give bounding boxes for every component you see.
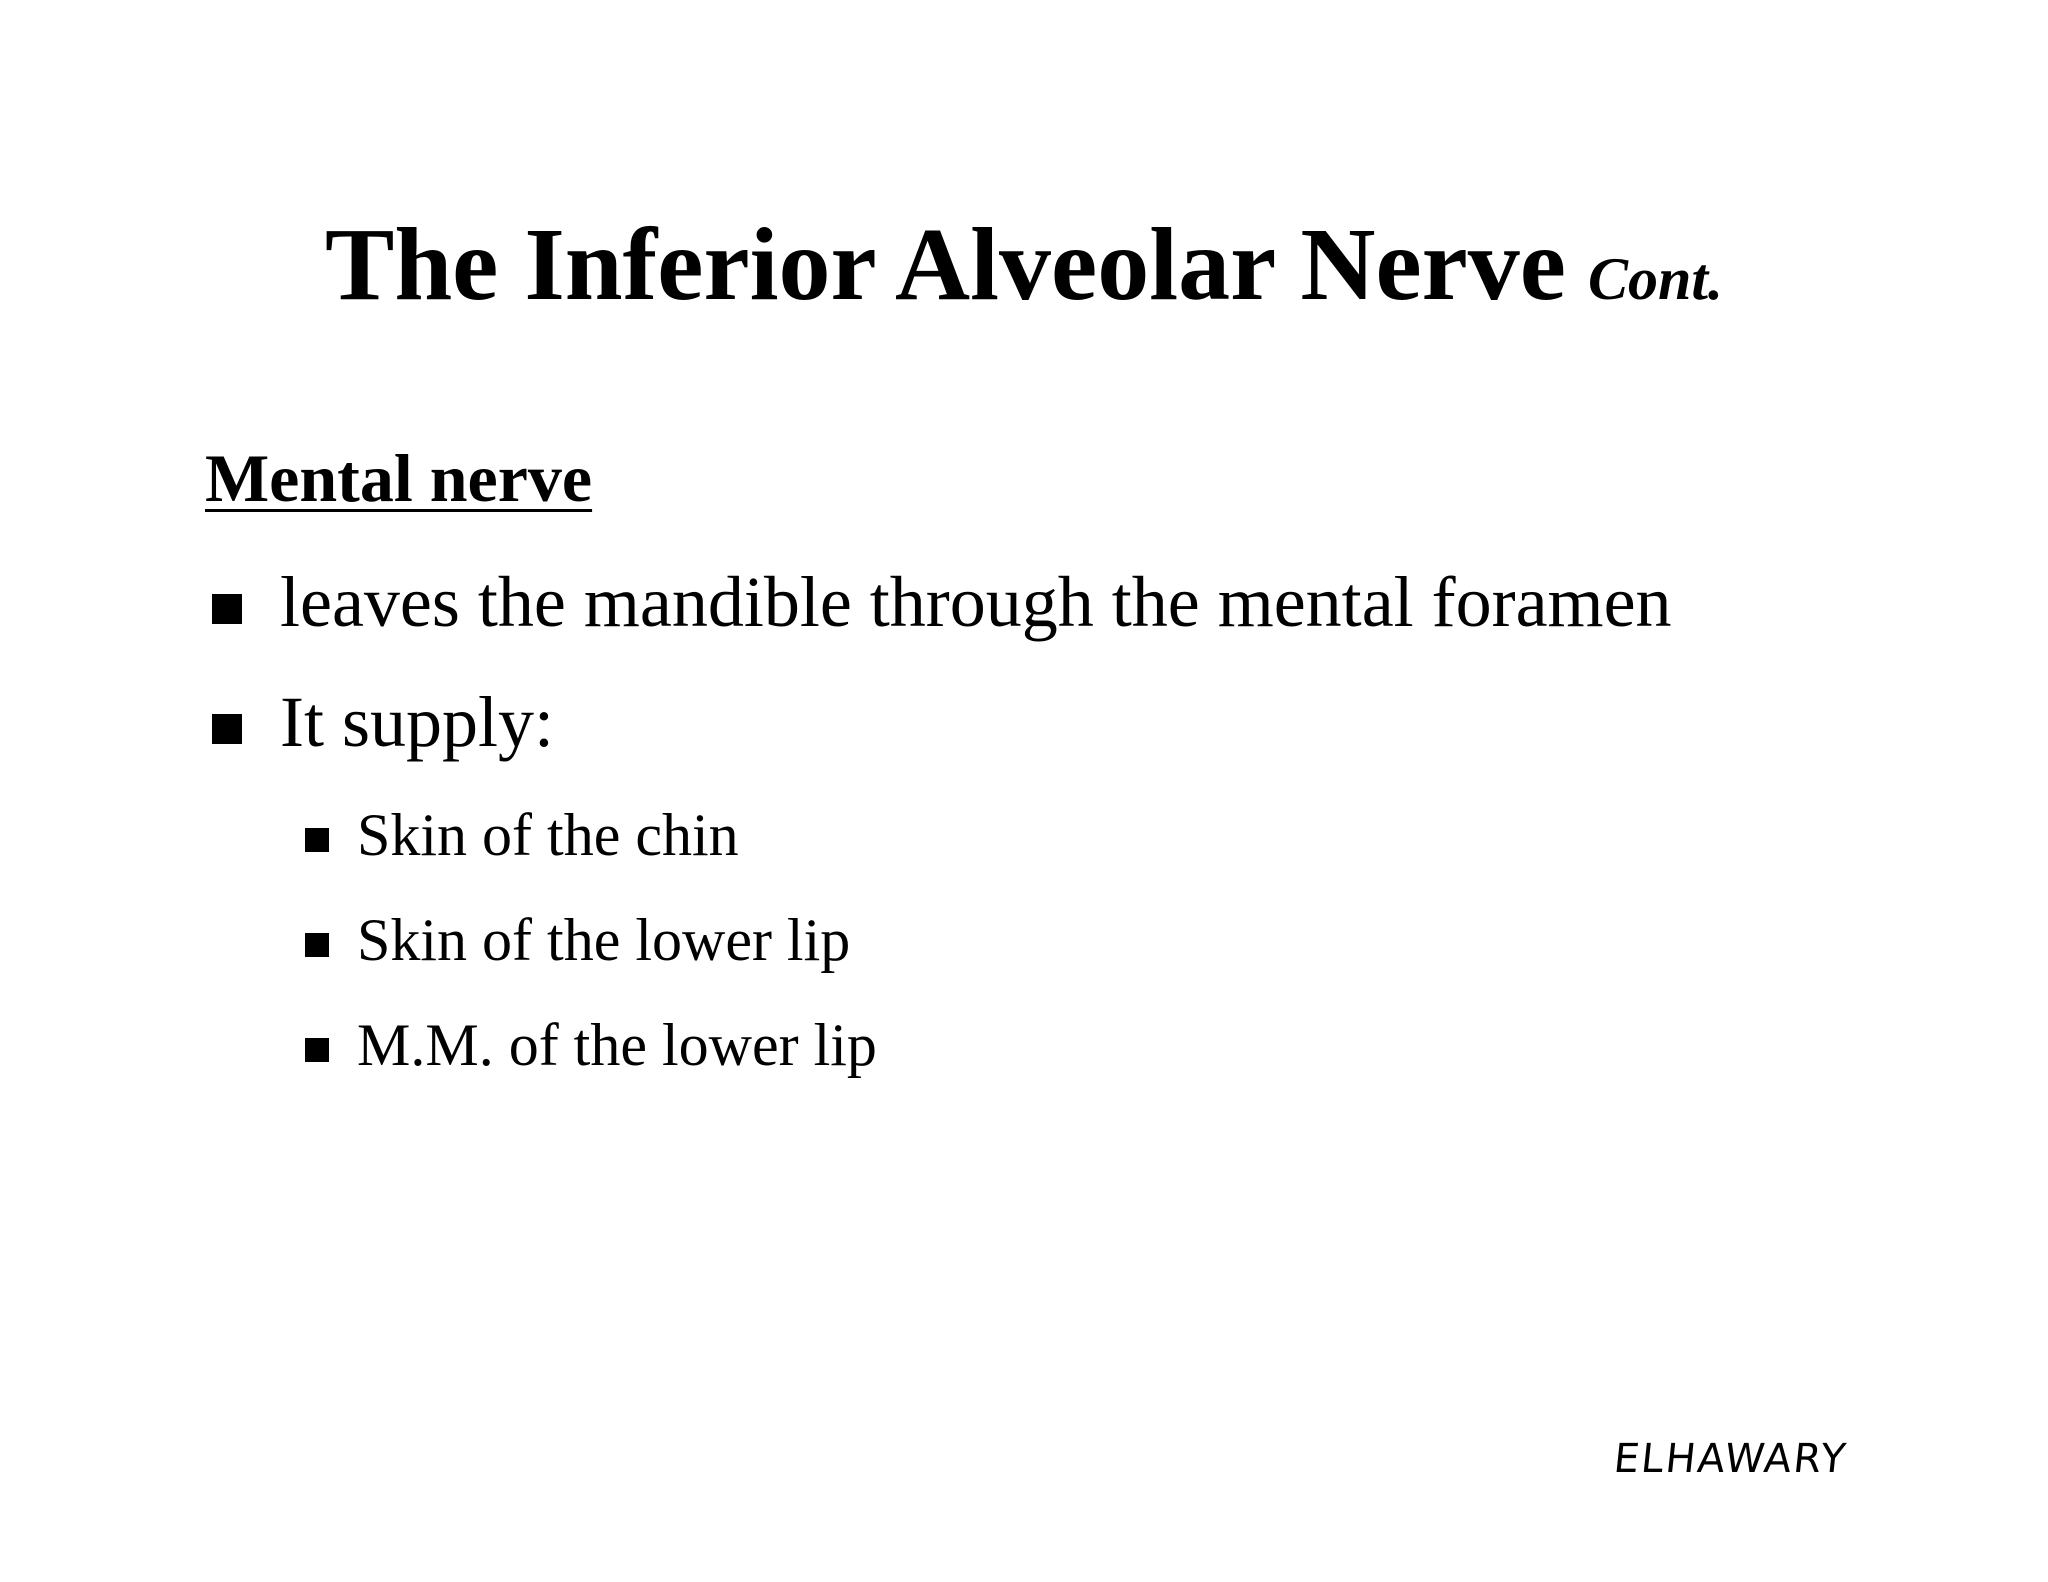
bullet-text: It supply:: [280, 682, 555, 762]
sub-bullet-text: Skin of the chin: [357, 802, 739, 868]
square-bullet-icon: [212, 594, 242, 624]
square-bullet-icon: [212, 714, 242, 744]
slide-title-suffix: Cont.: [1587, 246, 1724, 312]
sub-bullet-item: [305, 800, 1505, 876]
sub-bullet-text: Skin of the lower lip: [357, 907, 851, 973]
bullet-item: [212, 560, 1912, 650]
sub-bullet-item: [305, 1010, 1505, 1086]
sub-bullet-item: [305, 905, 1505, 981]
bullet-text: leaves the mandible through the mental foramen: [280, 562, 1672, 642]
square-bullet-icon: [305, 828, 329, 852]
sub-bullet-text: M.M. of the lower lip: [357, 1012, 877, 1078]
bullet-item: [212, 680, 1912, 770]
slide-title: [0, 205, 2048, 339]
square-bullet-icon: [305, 1038, 329, 1062]
square-bullet-icon: [305, 933, 329, 957]
section-heading: Mental nerve: [205, 440, 593, 516]
author-signature: ELHAWARY: [1611, 1436, 1850, 1482]
slide-title-text: The Inferior Alveolar Nerve: [324, 207, 1566, 322]
